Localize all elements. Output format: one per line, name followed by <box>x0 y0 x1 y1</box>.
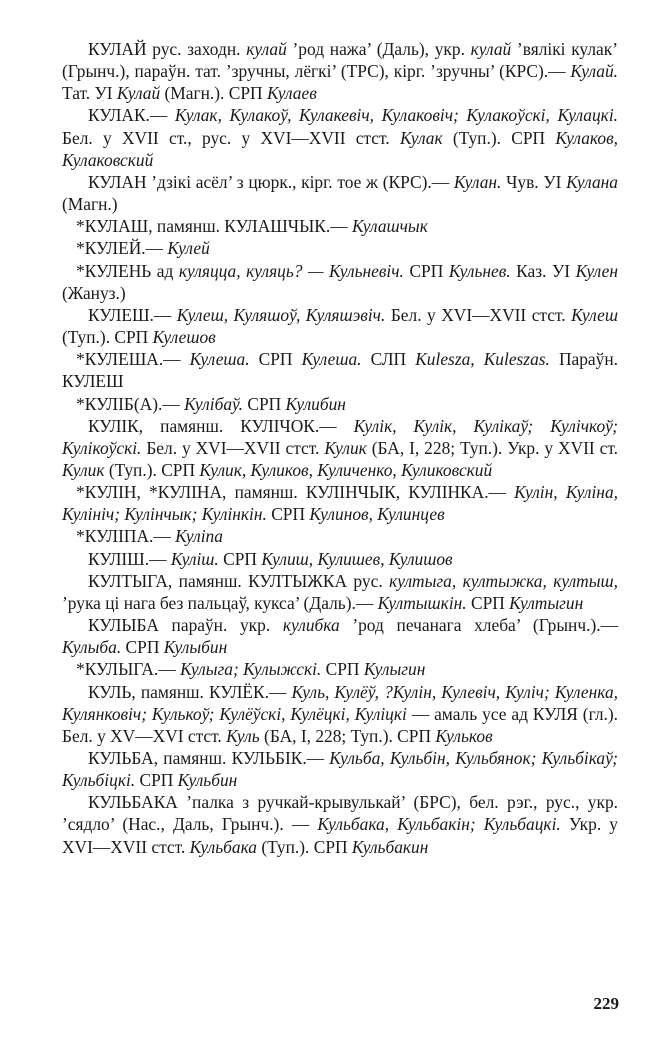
entry-italic-text: Кульба, Кульбін, Кульбянок; Кульбікаў; Кульбіцкі. <box>62 748 618 791</box>
entry-italic-text: култыга, култыжка, култыш, <box>389 570 618 591</box>
entry-italic-text: Култыгин <box>509 592 584 613</box>
entry-italic-text: Кулыба. <box>62 637 122 658</box>
entry-italic-text: Кулеша. <box>189 349 250 370</box>
entry-italic-text: Кулинов, Кулинцев <box>309 504 445 525</box>
entry-italic-text: Кулыбин <box>163 637 228 658</box>
entry-italic-text: Кулей <box>167 238 210 259</box>
entry-text: СРП <box>243 393 286 414</box>
entry-text: Бел. у XVI—XVII стст. <box>141 437 325 458</box>
dictionary-entry <box>62 747 618 791</box>
entry-text: (БА, I, 228; Туп.). Укр. у XVII ст. <box>366 437 618 458</box>
entry-text: Тат. УІ <box>62 83 117 104</box>
dictionary-entry <box>62 481 618 525</box>
entry-italic-text: Кулик <box>62 459 105 480</box>
entry-italic-text: Кулай. <box>570 61 618 82</box>
dictionary-entry <box>62 304 618 348</box>
entry-italic-text: Кульбака <box>189 836 257 857</box>
entry-text: КУЛЬБА, памянш. КУЛЬБІК.— <box>88 748 330 768</box>
entry-text: СЛП <box>361 349 416 370</box>
entry-italic-text: Кулібаў. <box>184 393 243 414</box>
entry-text: — амаль усе ад КУЛЯ (гл.). Бел. у XV—XVI стст. <box>62 703 618 746</box>
entry-italic-text: Кулік, Кулік, Кулікаў; Кулічкоў; Кулікоўскі. <box>62 415 619 458</box>
entry-text: Бел. у XVII ст., рус. у XVI—XVII стст. <box>62 127 400 148</box>
entry-text: (Туп.). СРП <box>256 836 352 857</box>
entry-italic-text: Кульнев. <box>448 260 511 281</box>
entry-text: СРП <box>403 260 449 281</box>
dictionary-entry <box>62 393 618 415</box>
entry-text: (Магн.). СРП <box>160 83 267 104</box>
entry-text: *КУЛЫГА.— <box>76 659 181 680</box>
entry-text: ’род печанага хлеба’ (Грынч.).— <box>339 615 618 636</box>
entry-italic-text: Кулыгин <box>363 659 426 680</box>
entry-italic-text: Кулеша. <box>301 349 362 370</box>
entry-italic-text: Кулешов <box>152 327 216 348</box>
entry-text: КУЛТЫГА, памянш. КУЛТЫЖКА рус. <box>88 570 390 591</box>
entry-text: *КУЛЕНЬ ад <box>76 260 179 281</box>
entry-italic-text: Кульбака, Кульбакін; Кульбацкі. <box>317 814 561 835</box>
entry-text: ’рука ці нага без пальцаў, кукса’ (Даль).— <box>62 592 378 613</box>
entry-text: Укр. у XVI—XVII стст. <box>62 814 618 857</box>
entry-text: КУЛЕШ.— <box>88 304 177 325</box>
entry-italic-text: Кулеш <box>571 304 618 325</box>
dictionary-entry <box>62 38 618 104</box>
entry-text: (БА, I, 228; Туп.). СРП <box>259 725 436 746</box>
entry-italic-text: кулибка <box>282 615 340 636</box>
entry-text: Параўн. КУЛЕШ <box>62 349 619 392</box>
entry-text: (Туп.). СРП <box>104 459 200 480</box>
entry-italic-text: куляцца, куляць? — Кульневіч. <box>178 260 404 281</box>
entry-italic-text: кулай <box>246 39 287 59</box>
entry-text: СРП <box>249 349 302 370</box>
entry-italic-text: Кулаков, Кулаковский <box>62 127 618 170</box>
entry-italic-text: Кулана <box>566 171 618 192</box>
entry-italic-text: Куль, Кулёў, ?Кулін, Кулевіч, Куліч; Куленка, Кулянковіч; Кулькоў; Кулёўскі, Кулёцкі, Куліцкі <box>62 681 618 724</box>
entry-italic-text: Кулеш, Куляшоў, Куляшэвіч. <box>176 304 386 325</box>
entry-italic-text: Кулыга; Кулыжскі. <box>180 659 322 680</box>
entry-italic-text: Кулибин <box>285 393 346 414</box>
entry-italic-text: Куліпа <box>175 526 223 547</box>
entry-text: КУЛІШ.— <box>88 548 171 569</box>
dictionary-entry <box>62 171 618 215</box>
entry-text: Каз. УІ <box>510 260 576 281</box>
entry-text: Чув. УІ <box>501 171 567 192</box>
entry-text: (Магн.) <box>62 194 118 215</box>
entry-italic-text: Кулак <box>399 127 443 148</box>
entry-text: КУЛЫБА параўн. укр. <box>88 615 283 636</box>
entry-text: КУЛІК, памянш. КУЛІЧОК.— <box>88 415 354 436</box>
entry-text: КУЛАЙ рус. заходн. <box>88 39 247 59</box>
entry-text: *КУЛІПА.— <box>76 526 176 547</box>
entry-text: *КУЛІБ(А).— <box>76 393 185 414</box>
entry-text: СРП <box>321 659 364 680</box>
entry-text: СРП <box>466 592 510 613</box>
entry-text: КУЛАК.— <box>88 105 175 126</box>
entry-italic-text: Кульбакин <box>351 836 429 857</box>
entry-text: СРП <box>135 770 178 791</box>
entry-text: (Туп.). СРП <box>442 127 556 148</box>
entry-italic-text: Куль <box>226 725 260 746</box>
entry-italic-text: Кулик, Куликов, Куличенко, Куликовский <box>199 459 493 480</box>
entry-text: СРП <box>121 637 164 658</box>
entry-text: *КУЛАШ, памянш. КУЛАШЧЫК.— <box>76 216 352 237</box>
entry-italic-text: Кулик <box>324 437 367 458</box>
dictionary-entry <box>62 348 618 392</box>
entry-italic-text: Кулен <box>575 260 619 281</box>
entry-text: *КУЛІН, *КУЛІНА, памянш. КУЛІНЧЫК, КУЛІНКА.— <box>76 482 515 503</box>
entry-italic-text: Култышкін. <box>377 592 467 613</box>
entry-italic-text: Кулаев <box>266 83 317 104</box>
dictionary-entry <box>62 658 618 680</box>
dictionary-entry <box>62 260 618 304</box>
entry-text: ’вялікі кулак’ (Грынч.), параўн. тат. ’зручны, лёгкі’ (ТРС), кірг. ’зручны’ (КРС).— <box>62 39 618 82</box>
dictionary-entry <box>62 548 618 570</box>
entry-text: КУЛЬБАКА ’палка з ручкай-крывулькай’ (БРС), бел. рэг., рус., укр. ’сядло’ (Нас., Даль, Грынч.). — <box>62 792 618 835</box>
entry-text: *КУЛЕША.— <box>76 349 190 370</box>
entry-italic-text: Куліш. <box>170 548 219 569</box>
entry-italic-text: Кулиш, Кулишев, Кулишов <box>261 548 453 569</box>
entry-italic-text: кулай <box>470 39 512 59</box>
entry-italic-text: Кулак, Кулакоў, Кулакевіч, Кулаковіч; Кулакоўскі, Кулацкі. <box>174 105 618 126</box>
dictionary-entry <box>62 791 618 857</box>
entry-text: Бел. у XVI—XVII стст. <box>385 304 572 325</box>
page-number: 229 <box>593 994 619 1013</box>
dictionary-entry <box>62 415 618 481</box>
dictionary-column <box>62 38 618 858</box>
entry-italic-text: Kulesza, Kuleszas. <box>415 349 550 370</box>
entry-text: СРП <box>266 504 310 525</box>
dictionary-entry <box>62 614 618 658</box>
dictionary-entry <box>62 681 618 747</box>
entry-text: (Жануз.) <box>62 282 126 303</box>
entry-italic-text: Кулай <box>116 83 161 104</box>
entry-italic-text: Кульков <box>435 725 493 746</box>
entry-italic-text: Кулін, Куліна, Кулініч; Кулінчык; Кулінкін. <box>62 482 618 525</box>
entry-text: ’род нажа’ (Даль), укр. <box>286 39 471 59</box>
entry-text: *КУЛЕЙ.— <box>76 238 168 259</box>
dictionary-entry <box>62 525 618 547</box>
entry-text: КУЛЬ, памянш. КУЛЁК.— <box>88 681 292 702</box>
dictionary-entry <box>62 237 618 259</box>
dictionary-entry <box>62 570 618 614</box>
entry-text: СРП <box>218 548 262 569</box>
entry-italic-text: Кулашчык <box>351 216 428 237</box>
entry-text: (Туп.). СРП <box>62 327 153 348</box>
entry-italic-text: Кульбин <box>177 770 238 791</box>
entry-text: КУЛАН ’дзікі асёл’ з цюрк., кірг. тое ж (КРС).— <box>88 171 454 192</box>
dictionary-entry <box>62 215 618 237</box>
entry-italic-text: Кулан. <box>453 171 502 192</box>
dictionary-entry <box>62 104 618 170</box>
